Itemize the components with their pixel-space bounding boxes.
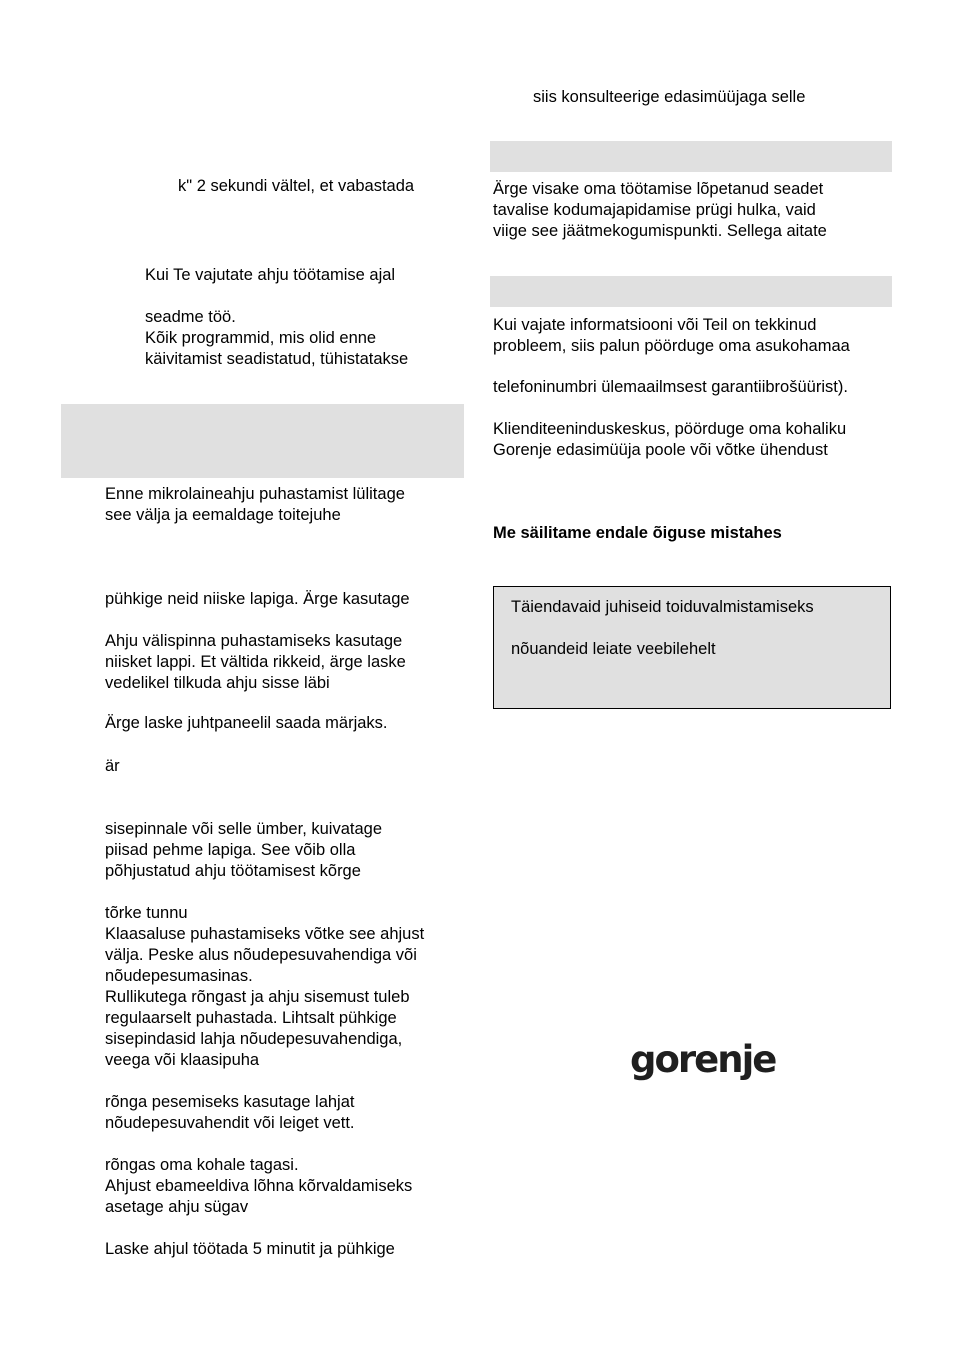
text-line: põhjustatud ahju töötamisest kõrge bbox=[105, 862, 361, 880]
text-line: Gorenje edasimüüja poole või võtke ühendust bbox=[493, 441, 828, 459]
text-line: Ärge laske juhtpaneelil saada märjaks. bbox=[105, 714, 388, 732]
section-header-band bbox=[490, 276, 892, 307]
text-line: nõudepesumasinas. bbox=[105, 967, 253, 985]
text-line: Rullikutega rõngast ja ahju sisemust tuleb bbox=[105, 988, 410, 1006]
text-line: tõrke tunnu bbox=[105, 904, 188, 922]
text-line: veega või klaasipuha bbox=[105, 1051, 260, 1069]
text-line: Ahju välispinna puhastamiseks kasutage bbox=[105, 632, 403, 650]
text-line: Ahjust ebameeldiva lõhna kõrvaldamiseks bbox=[105, 1177, 413, 1195]
text-line: Kui Te vajutate ahju töötamise ajal bbox=[145, 266, 396, 284]
text-line: piisad pehme lapiga. See võib olla bbox=[105, 841, 356, 859]
text-line: k" 2 sekundi vältel, et vabastada bbox=[178, 177, 415, 195]
text-line: Kui vajate informatsiooni või Teil on tekkinud bbox=[493, 316, 817, 334]
text-line: siis konsulteerige edasimüüjaga selle bbox=[533, 88, 806, 106]
text-line: regulaarselt puhastada. Lihtsalt pühkige bbox=[105, 1009, 397, 1027]
text-line: rõnga pesemiseks kasutage lahjat bbox=[105, 1093, 355, 1111]
text-line: see välja ja eemaldage toitejuhe bbox=[105, 506, 341, 524]
text-line: Klaasaluse puhastamiseks võtke see ahjust bbox=[105, 925, 425, 943]
text-line: sisepindasid lahja nõudepesuvahendiga, bbox=[105, 1030, 403, 1048]
text-line: asetage ahju sügav bbox=[105, 1198, 249, 1216]
info-box-line: nõuandeid leiate veebilehelt bbox=[511, 640, 716, 658]
text-line: viige see jäätmekogumispunkti. Sellega aitate bbox=[493, 222, 827, 240]
text-line: Klienditeeninduskeskus, pöörduge oma kohaliku bbox=[493, 420, 847, 438]
gorenje-logo: gorenje bbox=[630, 1038, 776, 1081]
text-line: är bbox=[105, 757, 120, 775]
text-line: rõngas oma kohale tagasi. bbox=[105, 1156, 299, 1174]
text-line: tavalise kodumajapidamise prügi hulka, vaid bbox=[493, 201, 816, 219]
text-line: Enne mikrolaineahju puhastamist lülitage bbox=[105, 485, 405, 503]
text-line: nõudepesuvahendit või leiget vett. bbox=[105, 1114, 355, 1132]
text-line: sisepinnale või selle ümber, kuivatage bbox=[105, 820, 382, 838]
text-line: välja. Peske alus nõudepesuvahendiga või bbox=[105, 946, 417, 964]
info-box-line: Täiendavaid juhiseid toiduvalmistamiseks bbox=[511, 598, 814, 616]
text-line: seadme töö. bbox=[145, 308, 236, 326]
text-line: käivitamist seadistatud, tühistatakse bbox=[145, 350, 409, 368]
text-line: Kõik programmid, mis olid enne bbox=[145, 329, 377, 347]
text-line: telefoninumbri ülemaailmsest garantiibrošüürist). bbox=[493, 378, 848, 396]
text-line: Laske ahjul töötada 5 minutit ja pühkige bbox=[105, 1240, 395, 1258]
text-line: pühkige neid niiske lapiga. Ärge kasutage bbox=[105, 590, 410, 608]
text-line: probleem, siis palun pöörduge oma asukohamaa bbox=[493, 337, 850, 355]
info-box bbox=[493, 586, 891, 709]
section-header-band bbox=[490, 141, 892, 172]
section-header-band bbox=[61, 404, 464, 478]
text-line: Ärge visake oma töötamise lõpetanud seadet bbox=[493, 180, 824, 198]
rights-notice: Me säilitame endale õiguse mistahes bbox=[493, 524, 782, 542]
text-line: vedelikel tilkuda ahju sisse läbi bbox=[105, 674, 330, 692]
text-line: niisket lappi. Et vältida rikkeid, ärge laske bbox=[105, 653, 406, 671]
